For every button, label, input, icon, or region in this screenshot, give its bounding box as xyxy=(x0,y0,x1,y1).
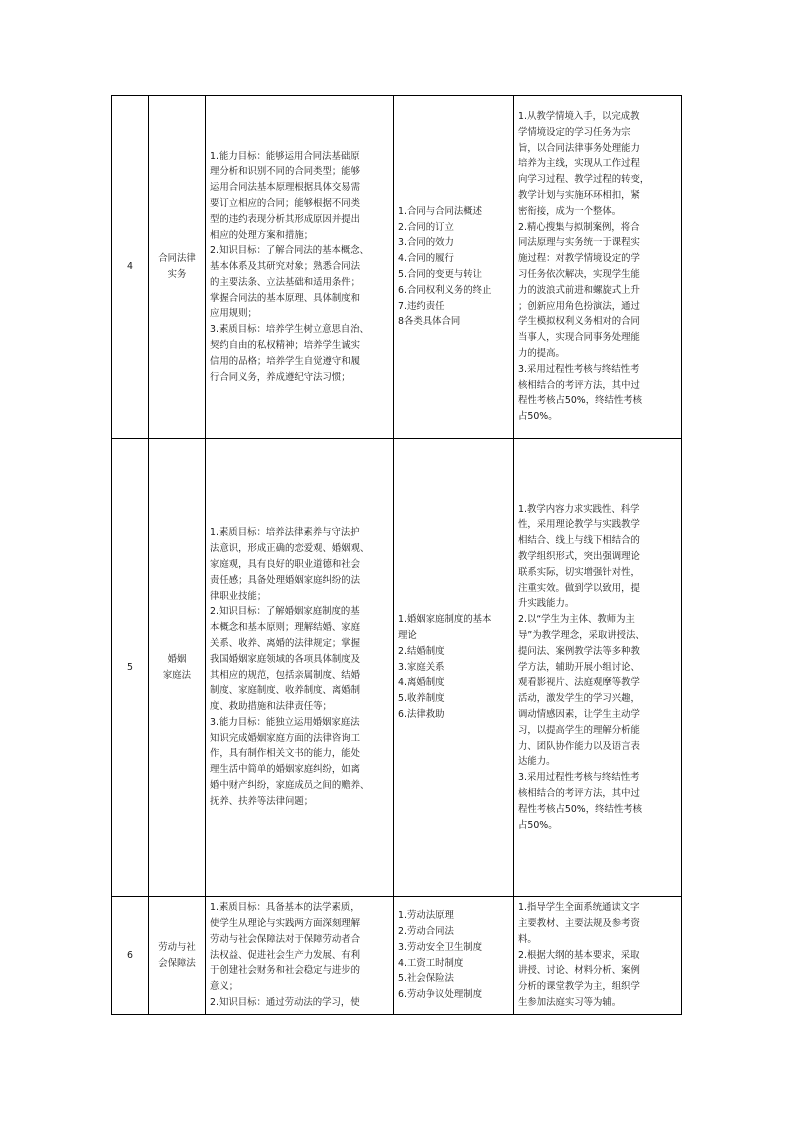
course-goals-line: 制度、家庭制度、收养制度、离婚制 xyxy=(210,685,361,697)
teaching-methods-line: 注重实效。做到学以致用，提 xyxy=(518,582,640,594)
teaching-methods-line: 教学计划与实施环环相扣，紧 xyxy=(518,190,640,202)
course-contents-line: 5.社会保险法 xyxy=(398,973,454,985)
teaching-methods-line: 同法原理与实务统一于课程实 xyxy=(518,237,640,249)
teaching-methods-line: 占50%。 xyxy=(518,411,558,423)
teaching-methods-line: 提问法、案例教学法等多种教 xyxy=(518,645,640,657)
course-goals-line: 的主要法条、立法基础和适用条件； xyxy=(210,276,361,288)
teaching-methods-line: 性，采用理论教学与实践教学 xyxy=(518,519,640,531)
row-index: 6 xyxy=(112,897,149,1015)
course-goals-text xyxy=(210,149,389,386)
row-index: 5 xyxy=(112,439,149,897)
teaching-methods-line: 相结合、线上与线下相结合的 xyxy=(518,535,640,547)
course-goals-line: 作，具有制作相关文书的能力，能处 xyxy=(210,748,361,760)
teaching-methods-line: 料。 xyxy=(518,933,537,945)
course-goals-line: 2.知识目标：了解婚姻家庭制度的基 xyxy=(210,606,360,618)
teaching-methods-line: 学情境设定的学习任务为宗 xyxy=(518,126,631,138)
course-goals-line: 3.素质目标：培养学生树立意思自治、 xyxy=(210,324,369,336)
course-goals-line: 婚中财产纠纷，家庭成员之间的赡养、 xyxy=(210,780,370,792)
course-contents-line: 6.劳动争议处理制度 xyxy=(398,989,482,1001)
teaching-methods-line: 程性考核占50%，终结性考核 xyxy=(518,395,642,407)
teaching-methods-line: 力的提高。 xyxy=(518,347,565,359)
course-goals-line: 1.素质目标：培养法律素养与守法护 xyxy=(210,527,360,539)
course-name-line: 劳动与社 xyxy=(158,941,196,953)
course-contents xyxy=(394,96,514,439)
course-name-line: 婚姻 xyxy=(167,653,187,665)
course-contents-line: 1.婚姻家庭制度的基本 xyxy=(398,614,492,626)
course-contents-line: 5.收养制度 xyxy=(398,693,445,705)
teaching-methods-line: 3.采用过程性考核与终结性考 xyxy=(518,363,640,375)
course-goals-line: 意义； xyxy=(210,981,239,993)
course-name-line: 实务 xyxy=(167,269,187,280)
teaching-methods-line: 2.根据大纲的基本要求，采取 xyxy=(518,949,640,961)
course-goals-line: 要订立相应的合同；能够根据不同类 xyxy=(210,197,361,209)
course-contents-line: 4.离婚制度 xyxy=(398,677,445,689)
teaching-methods-line: 学生模拟权利义务相对的合同 xyxy=(518,316,640,328)
course-goals-line: 责任感；具备处理婚姻家庭纠纷的法 xyxy=(210,574,361,586)
teaching-methods-line: 当事人，实现合同事务处理能 xyxy=(518,332,640,344)
course-goals-line: 本概念和基本原则；理解结婚、家庭 xyxy=(210,622,361,634)
course-name xyxy=(149,96,206,439)
course-goals-line: 2.知识目标：了解合同法的基本概念、 xyxy=(210,245,369,257)
course-contents-line: 8各类具体合同 xyxy=(398,316,461,328)
course-contents-line: 6.法律救助 xyxy=(398,708,445,720)
teaching-methods-line: 核相结合的考评方法，其中过 xyxy=(518,787,640,799)
course-goals-line: 劳动与社会保障法对于保障劳动者合 xyxy=(210,933,361,945)
teaching-methods-text xyxy=(518,502,677,834)
course-contents-line: 7.违约责任 xyxy=(398,300,445,312)
course-contents-line: 理论 xyxy=(398,630,417,641)
teaching-methods-line: 讲授、讨论、材料分析、案例 xyxy=(518,965,640,977)
teaching-methods-line: 1.从教学情境入手，以完成教 xyxy=(518,111,640,123)
course-goals-line: 应用规则； xyxy=(210,308,257,320)
course-contents xyxy=(394,439,514,897)
teaching-methods xyxy=(514,96,682,439)
teaching-methods-line: 活动，激发学生的学习兴趣， xyxy=(518,693,640,705)
course-goals-line: 基本体系及其研究对象；熟悉合同法 xyxy=(210,261,361,273)
course-contents-line: 2.结婚制度 xyxy=(398,645,445,657)
course-name-line: 合同法律 xyxy=(158,253,196,264)
course-goals-line: 度、救助措施和法律责任等； xyxy=(210,701,332,713)
teaching-methods-text xyxy=(518,109,677,425)
teaching-methods-line: 2.以“学生为主体、教师为主 xyxy=(518,614,635,626)
teaching-methods-line: 导”为教学理念，采取讲授法、 xyxy=(518,630,645,641)
course-goals-line: 于创建社会财务和社会稳定与进步的 xyxy=(210,965,361,977)
course-contents-line: 2.劳动合同法 xyxy=(398,925,454,937)
teaching-methods-line: 2.精心搜集与拟制案例，将合 xyxy=(518,221,640,233)
teaching-methods-line: 核相结合的考评方法，其中过 xyxy=(518,379,640,391)
teaching-methods-line: 学方法，辅助开展小组讨论、 xyxy=(518,661,640,673)
course-goals-line: 运用合同法基本原理根据具体交易需 xyxy=(210,182,361,194)
course-goals-line: 型的违约表现分析其形成原因并提出 xyxy=(210,213,361,225)
teaching-methods-text xyxy=(518,900,677,1011)
course-goals-line: 关系、收养、离婚的法律规定；掌握 xyxy=(210,637,361,649)
course-goals-line: 理生活中简单的婚姻家庭纠纷，如离 xyxy=(210,764,361,776)
course-contents-line: 5.合同的变更与转让 xyxy=(398,269,482,280)
table-row xyxy=(112,439,682,897)
teaching-methods-line: 1.指导学生全面系统通读文字 xyxy=(518,902,640,914)
teaching-methods-line: 升实践能力。 xyxy=(518,598,575,610)
teaching-methods-line: 达能力。 xyxy=(518,756,556,768)
course-goals-line: 相应的处理方案和措施； xyxy=(210,229,314,241)
course-goals-line: 抚养、扶养等法律问题； xyxy=(210,795,314,807)
course-goals-line: 家庭观，具有良好的职业道德和社会 xyxy=(210,558,361,570)
course-contents xyxy=(394,897,514,1015)
course-goals-line: 其相应的规范，包括亲属制度、结婚 xyxy=(210,669,361,681)
teaching-methods-line: 教学组织形式，突出强调理论 xyxy=(518,551,640,563)
course-contents-line: 3.劳动安全卫生制度 xyxy=(398,941,482,953)
teaching-methods-line: 施过程：对教学情境设定的学 xyxy=(518,253,640,265)
course-goals-line: 法意识，形成正确的恋爱观、婚姻观、 xyxy=(210,543,370,555)
course-contents-line: 1.合同与合同法概述 xyxy=(398,205,482,217)
teaching-methods-line: 力的波浪式前进和螺旋式上升 xyxy=(518,284,640,296)
course-contents-text xyxy=(398,612,509,723)
course-goals-line: 律职业技能； xyxy=(210,590,267,602)
course-goals-line: 信用的品格；培养学生自觉遵守和履 xyxy=(210,355,361,367)
course-goals-line: 知识完成婚姻家庭方面的法律咨询工 xyxy=(210,732,361,744)
course-contents-line: 6.合同权利义务的终止 xyxy=(398,284,492,296)
teaching-methods-line: 程性考核占50%，终结性考核 xyxy=(518,803,642,815)
teaching-methods-line: 力、团队协作能力以及语言表 xyxy=(518,740,640,752)
teaching-methods-line: 1.教学内容力求实践性、科学 xyxy=(518,503,640,515)
teaching-methods-line: 联系实际，切实增强针对性， xyxy=(518,566,640,578)
course-goals-line: 行合同义务，养成遵纪守法习惯； xyxy=(210,371,351,383)
course-name xyxy=(149,439,206,897)
course-goals-text xyxy=(210,525,389,809)
teaching-methods xyxy=(514,897,682,1015)
course-contents-line: 4.工资工时制度 xyxy=(398,957,464,969)
course-goals-line: 理分析和识别不同的合同类型；能够 xyxy=(210,166,361,178)
course-goals xyxy=(206,439,394,897)
teaching-methods-line: 生参加法庭实习等为辅。 xyxy=(518,996,622,1008)
course-goals xyxy=(206,96,394,439)
course-contents-text xyxy=(398,908,509,1003)
teaching-methods-line: 习任务依次解决，实现学生能 xyxy=(518,269,640,280)
course-table xyxy=(111,95,682,1015)
course-contents-line: 1.劳动法原理 xyxy=(398,910,454,922)
course-contents-line: 2.合同的订立 xyxy=(398,221,454,233)
teaching-methods-line: 观看影视片、法庭观摩等教学 xyxy=(518,677,640,689)
teaching-methods xyxy=(514,439,682,897)
course-goals-line: 契约自由的私权精神；培养学生诚实 xyxy=(210,340,361,352)
teaching-methods-line: 向学习过程、教学过程的转变， xyxy=(518,174,650,186)
teaching-methods-line: 调动情感因素，让学生主动学 xyxy=(518,708,640,720)
table-row xyxy=(112,897,682,1015)
course-goals-text xyxy=(210,900,389,1011)
course-goals-line: 3.能力目标：能独立运用婚姻家庭法 xyxy=(210,716,360,728)
teaching-methods-line: 密衔接，成为一个整体。 xyxy=(518,205,622,217)
course-name-line: 会保障法 xyxy=(158,957,196,969)
course-goals xyxy=(206,897,394,1015)
teaching-methods-line: 习，以提高学生的理解分析能 xyxy=(518,724,640,736)
teaching-methods-line: ；创新应用角色扮演法，通过 xyxy=(518,300,640,312)
row-index: 4 xyxy=(112,96,149,439)
teaching-methods-line: 占50%。 xyxy=(518,819,558,831)
teaching-methods-line: 培养为主线，实现从工作过程 xyxy=(518,158,640,170)
course-contents-line: 3.家庭关系 xyxy=(398,661,445,673)
teaching-methods-line: 分析的课堂教学为主，组织学 xyxy=(518,981,640,993)
course-name xyxy=(149,897,206,1015)
teaching-methods-line: 主要教材、主要法规及参考资 xyxy=(518,918,640,929)
teaching-methods-line: 旨，以合同法律事务处理能力 xyxy=(518,142,640,154)
table-row xyxy=(112,96,682,439)
course-goals-line: 1.能力目标：能够运用合同法基础原 xyxy=(210,150,360,162)
course-goals-line: 我国婚姻家庭领域的各项具体制度及 xyxy=(210,653,361,665)
teaching-methods-line: 3.采用过程性考核与终结性考 xyxy=(518,772,640,784)
course-name-line: 家庭法 xyxy=(162,669,192,681)
course-goals-line: 法权益、促进社会生产力发展、有利 xyxy=(210,949,361,961)
course-contents-line: 4.合同的履行 xyxy=(398,253,454,265)
course-goals-line: 2.知识目标：通过劳动法的学习，使 xyxy=(210,996,360,1008)
course-contents-line: 3.合同的效力 xyxy=(398,237,454,249)
course-contents-text xyxy=(398,204,509,330)
course-goals-line: 使学生从理论与实践两方面深刻理解 xyxy=(210,918,361,929)
course-goals-line: 掌握合同法的基本原理、具体制度和 xyxy=(210,292,361,304)
table-body xyxy=(112,96,682,1015)
course-goals-line: 1.素质目标：具备基本的法学素质， xyxy=(210,902,360,914)
